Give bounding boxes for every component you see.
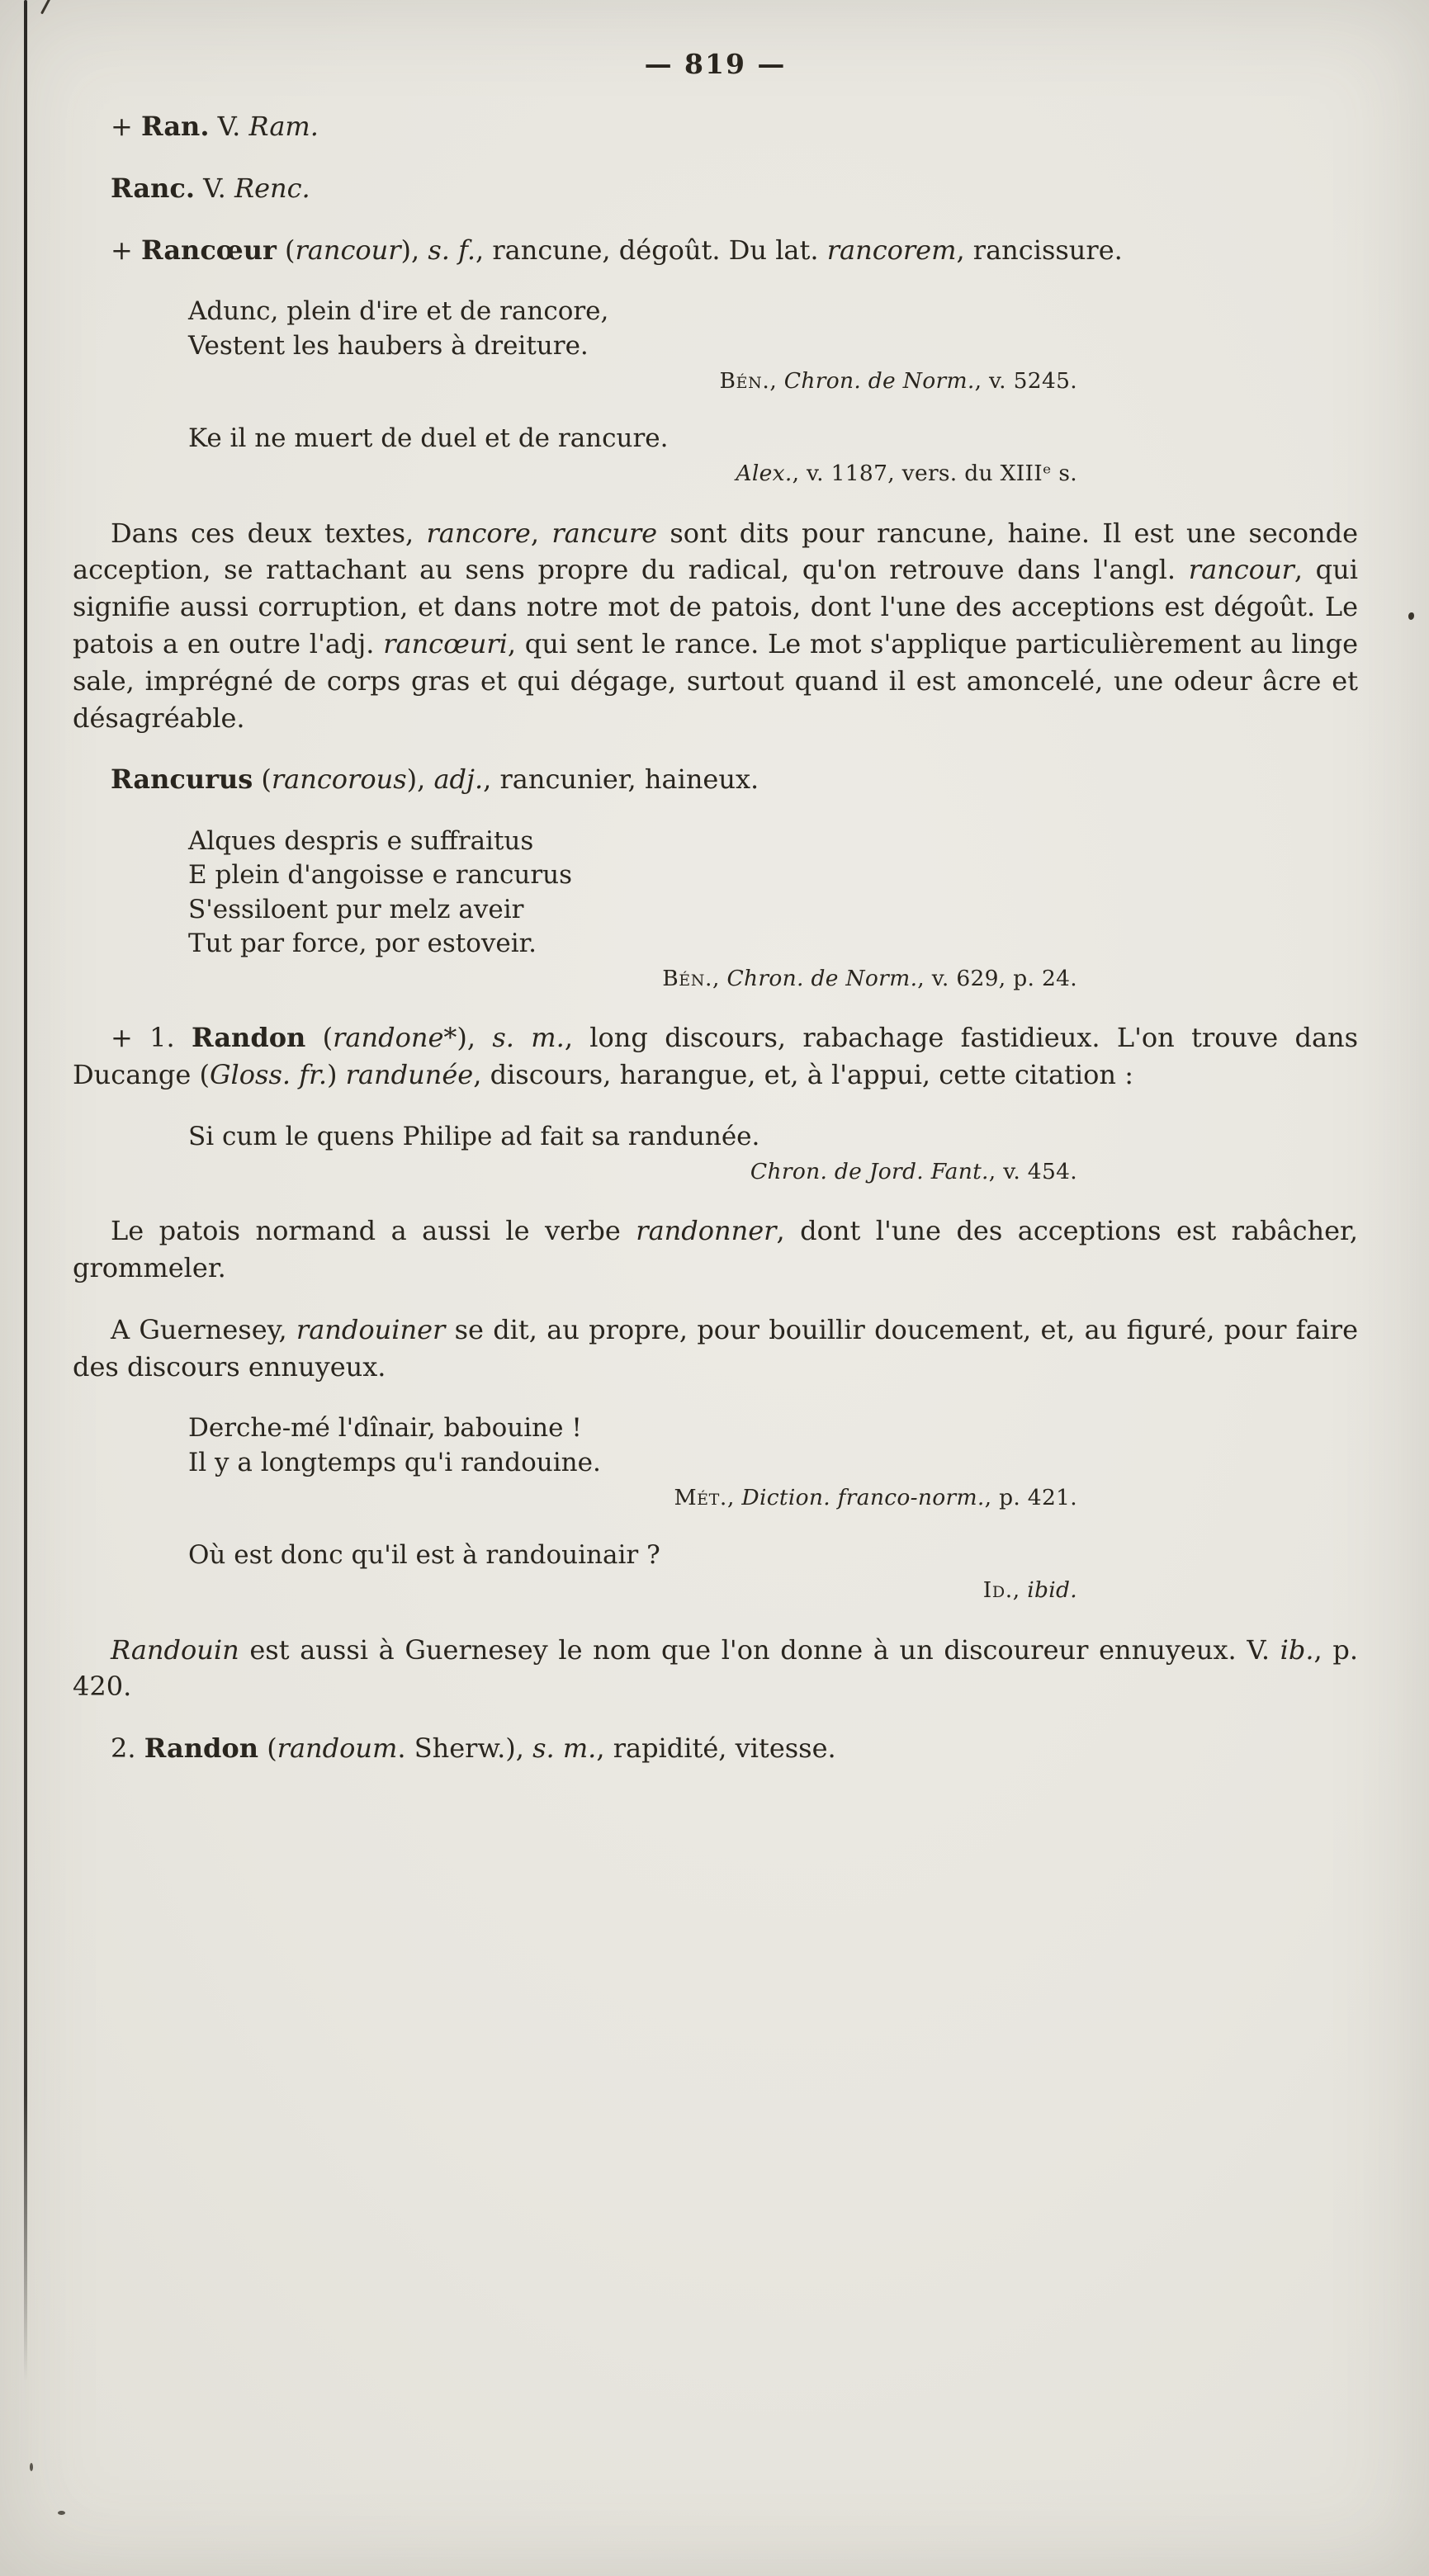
paragraph-randouiner	[73, 1312, 1358, 1386]
page-number: — 819 —	[644, 48, 787, 80]
entry-ranc	[73, 170, 1358, 207]
text-run: se dit, au propre, pour bouillir doucement, et, au figuré, pour faire des discours ennuyeux.	[73, 1313, 1359, 1383]
text-run: , p. 421.	[984, 1484, 1077, 1510]
verse-line: Tut par force, por estoveir.	[188, 928, 537, 958]
verse-line: Adunc, plein d'ire et de rancore,	[188, 296, 609, 327]
verse-line: Si cum le quens Philipe ad fait sa randunée.	[188, 1121, 760, 1151]
text-run: randonner	[636, 1215, 777, 1247]
citation	[188, 1483, 1358, 1512]
text-run: Diction. franco-norm.	[741, 1484, 985, 1510]
text-run: , rancunier, haineux.	[483, 763, 759, 796]
text-run: rancure	[551, 517, 658, 549]
text-run: Dans ces deux textes,	[111, 517, 427, 549]
text-run: (	[276, 234, 296, 266]
ink-speck	[40, 0, 51, 14]
text-run: , qui signifie aussi corruption, et dans notre mot de patois, dont l'une des acceptions est dégoût. Le patois a en outre l'adj.	[73, 554, 1359, 659]
text-run: , rancissure.	[956, 234, 1123, 266]
entry-rancurus	[73, 761, 1358, 798]
text-run: s. m.	[492, 1022, 565, 1054]
text-run: , long discours, rabachage fastidieux. L'on trouve dans Ducange (	[73, 1022, 1359, 1090]
text-run: ibid.	[1027, 1577, 1077, 1604]
ink-speck	[30, 2463, 33, 2471]
text-run: rancour	[295, 234, 401, 266]
text-run: Alex.	[736, 461, 793, 487]
text-run: V.	[209, 111, 249, 142]
text-run: Gloss. fr.	[209, 1059, 327, 1090]
text-run: , p. 420.	[73, 1633, 1359, 1703]
text-run: Mét.	[674, 1484, 727, 1510]
text-run: s. f.	[428, 234, 476, 266]
citation	[188, 366, 1358, 395]
quote-alex-1187	[188, 422, 1358, 488]
ink-speck	[1408, 612, 1414, 620]
text-run: (	[305, 1022, 334, 1054]
citation	[188, 964, 1358, 993]
verse-line: Ke il ne muert de duel et de rancure.	[188, 423, 669, 454]
text-run: Randon	[144, 1732, 259, 1765]
text-run: randouiner	[296, 1313, 446, 1345]
verse-line: Il y a longtemps qu'i randouine.	[188, 1447, 601, 1477]
text-run: ib.	[1280, 1633, 1314, 1666]
text-run: , dont l'une des acceptions est rabâcher, grommeler.	[73, 1215, 1359, 1284]
citation	[188, 459, 1358, 488]
text-run: ),	[400, 234, 428, 266]
entry-randon-1	[73, 1019, 1358, 1094]
text-run: 2.	[111, 1732, 144, 1765]
text-run: , rancune, dégoût. Du lat.	[476, 234, 827, 266]
text-run: Rancurus	[111, 763, 253, 796]
text-run: +	[111, 111, 141, 142]
text-run: ,	[769, 367, 784, 394]
citation	[188, 1576, 1358, 1605]
verse-line: E plein d'angoisse e rancurus	[188, 860, 573, 891]
text-run: . Sherw.),	[397, 1732, 533, 1765]
text-run: V.	[194, 172, 234, 204]
text-run: rancour	[1188, 554, 1294, 586]
verse-line: S'essiloent pur melz aveir	[188, 894, 524, 924]
text-run: adj.	[433, 763, 484, 796]
text-run: Ram.	[248, 111, 319, 142]
text-run: , v. 1187, vers. du XIIIᵉ s.	[792, 461, 1077, 487]
text-run: Chron. de Norm.	[726, 965, 918, 991]
text-run: ),	[457, 1022, 493, 1054]
text-run: randunée	[345, 1059, 474, 1090]
text-run: sont dits pour rancune, haine. Il est une seconde acception, se rattachant au sens propre du radical, qu'on retrouve dans l'angl.	[73, 517, 1359, 586]
text-run: Le patois normand a aussi le verbe	[111, 1215, 636, 1247]
paragraph-rancore-discussion	[73, 515, 1358, 737]
text-run: s. m.	[532, 1732, 597, 1765]
verse-line: Alques despris e suffraitus	[188, 826, 534, 857]
text-run: rancore	[426, 517, 531, 549]
text-run: Randouin	[111, 1633, 239, 1666]
text-run: rancorem	[826, 234, 957, 266]
quote-met-421	[188, 1411, 1358, 1512]
entry-ran	[73, 108, 1358, 145]
text-run: ,	[530, 517, 552, 549]
text-run: Bén.	[662, 965, 713, 991]
text-run: )	[327, 1059, 346, 1090]
text-run: randone*	[333, 1022, 457, 1054]
verse-line: Derche-mé l'dînair, babouine !	[188, 1413, 582, 1444]
text-run: A Guernesey,	[111, 1313, 296, 1345]
text-run: randoum	[277, 1732, 398, 1765]
text-run: +	[111, 234, 141, 266]
text-run: , v. 629, p. 24.	[917, 965, 1077, 991]
text-run: ,	[1012, 1577, 1028, 1604]
text-run: Chron. de Norm.	[783, 367, 975, 394]
text-run: + 1.	[111, 1022, 192, 1054]
entry-rancoeur	[73, 232, 1358, 269]
text-run: rancorous	[271, 763, 407, 796]
page-content	[73, 48, 1358, 1792]
text-run: ,	[726, 1484, 742, 1510]
verse-line: Où est donc qu'il est à randouinair ?	[188, 1540, 660, 1571]
text-run: Chron. de Jord. Fant.	[750, 1159, 989, 1185]
text-run: , qui sent le rance. Le mot s'applique particulièrement au linge sale, imprégné de corps gras et qui dégage, surtout quand il est amoncelé, une odeur âcre et désagréable.	[73, 627, 1358, 734]
verse-line: Vestent les haubers à dreiture.	[188, 330, 589, 361]
quote-chron-norm-5245	[188, 295, 1358, 395]
text-run: rancœuri	[383, 627, 508, 659]
text-run: , v. 454.	[988, 1159, 1077, 1185]
citation	[188, 1157, 1358, 1186]
text-run: ,	[712, 965, 727, 991]
page-binding-edge-line	[24, 0, 27, 2381]
text-run: , discours, harangue, et, à l'appui, cette citation :	[473, 1059, 1133, 1090]
page-content-blocks	[73, 108, 1358, 1767]
text-run: , rapidité, vitesse.	[596, 1732, 836, 1765]
entry-randon-2	[73, 1730, 1358, 1767]
paragraph-randonner	[73, 1212, 1358, 1287]
text-run: (	[258, 1732, 277, 1765]
paragraph-randouin	[73, 1632, 1358, 1706]
quote-chron-norm-629	[188, 825, 1358, 993]
text-run: ),	[406, 763, 434, 796]
text-run: , v. 5245.	[974, 367, 1077, 394]
text-run: Renc.	[234, 172, 310, 204]
quote-jord-fant-454	[188, 1120, 1358, 1186]
text-run: est aussi à Guernesey le nom que l'on donne à un discoureur ennuyeux. V.	[239, 1633, 1280, 1666]
quote-id-ibid	[188, 1539, 1358, 1605]
text-run: Bén.	[719, 367, 770, 394]
text-run: Randon	[191, 1022, 306, 1054]
text-run: Id.	[982, 1577, 1013, 1604]
text-run: Ran.	[140, 111, 210, 142]
text-run: Rancœur	[140, 234, 277, 266]
text-run: (	[253, 763, 272, 796]
text-run: Ranc.	[111, 172, 195, 204]
ink-speck	[58, 2511, 65, 2515]
